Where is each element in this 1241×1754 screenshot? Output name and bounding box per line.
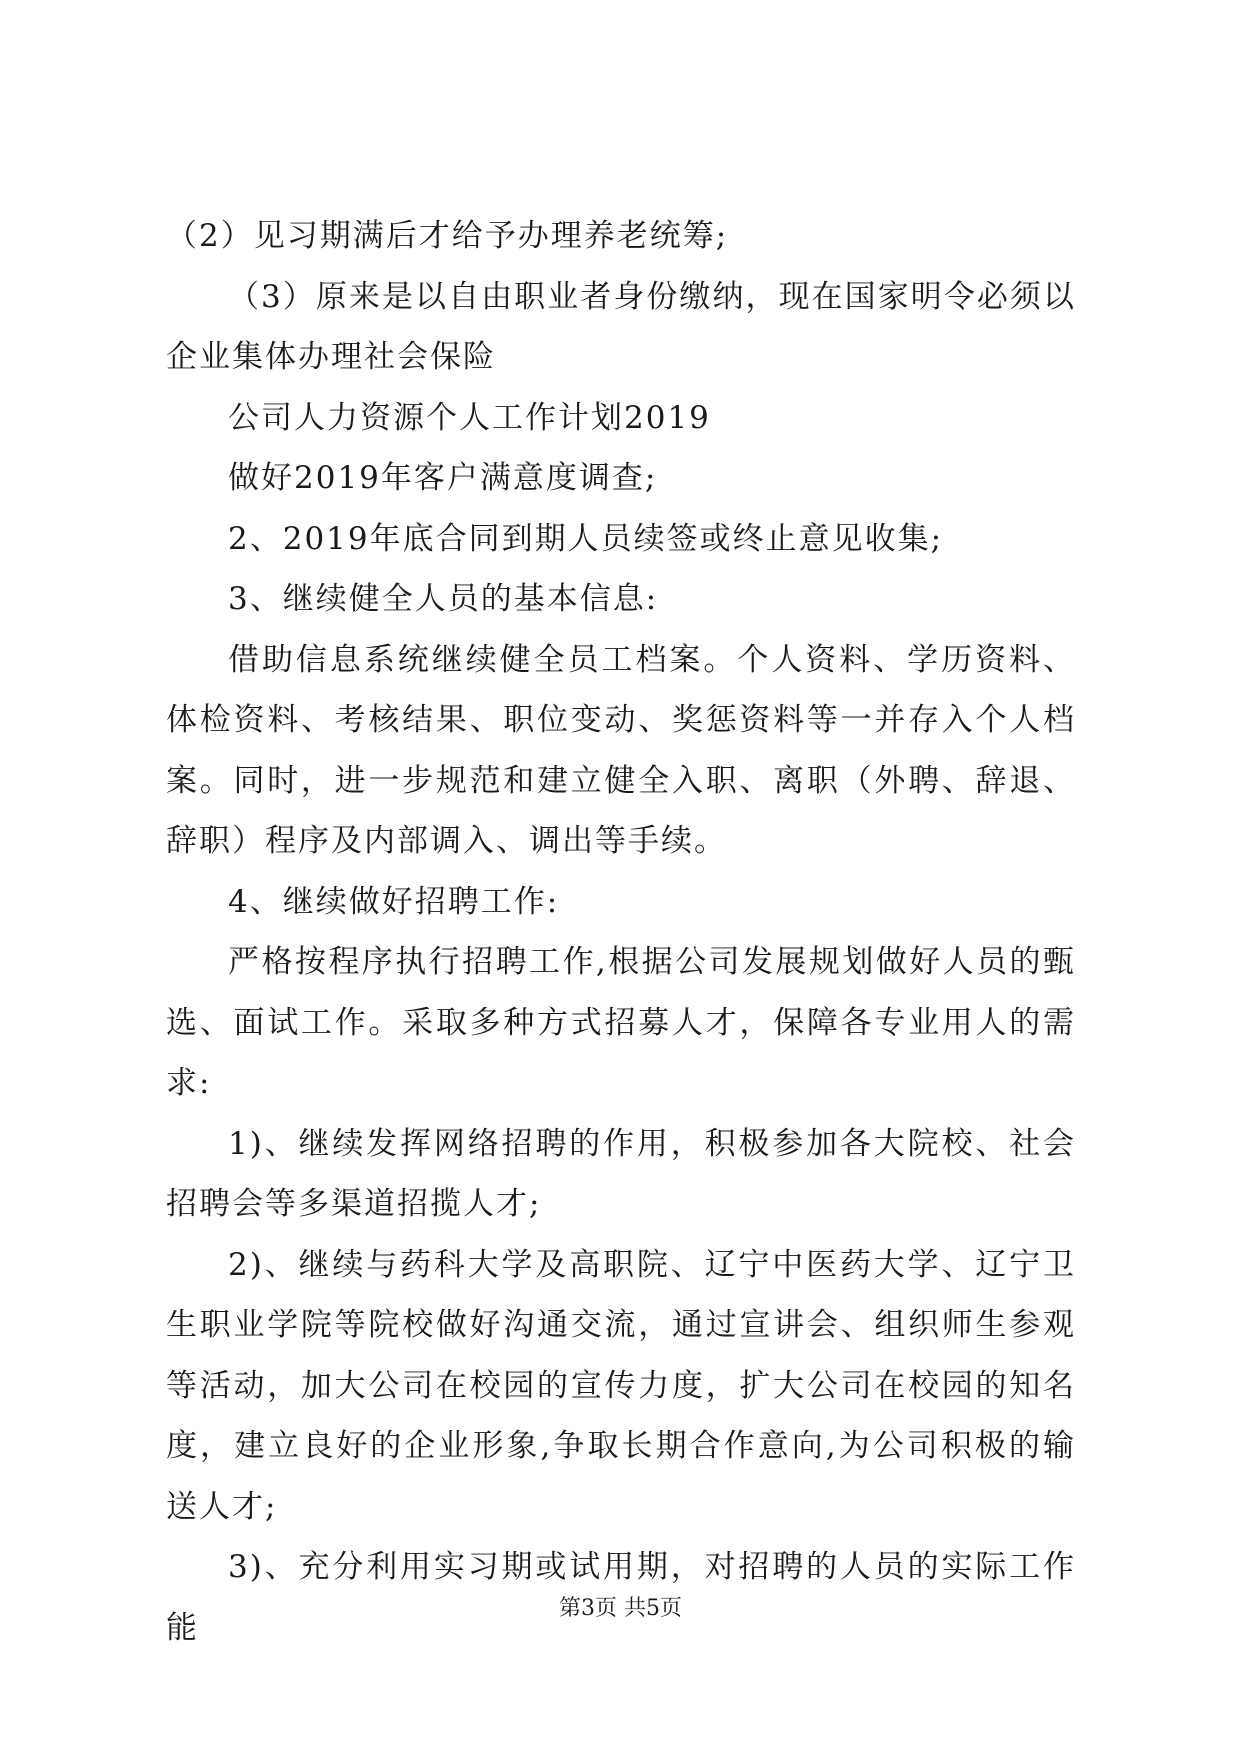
paragraph-8: 4、继续做好招聘工作: <box>228 883 560 920</box>
document-body <box>166 206 1076 1658</box>
paragraph-11: 2)、继续与药科大学及高职院、辽宁中医药大学、辽宁卫生职业学院等院校做好沟通交流，通过宣讲会、组织师生参观等活动，加大公司在校园的宣传力度，扩大公司在校园的知名度，建立良好的企业形象,争取长期合作意向,为公司积极的输送人才; <box>166 1246 1076 1525</box>
paragraph-1: （2）见习期满后才给予办理养老统筹; <box>166 218 729 254</box>
paragraph-10: 1)、继续发挥网络招聘的作用，积极参加各大院校、社会招聘会等多渠道招揽人才; <box>166 1125 1076 1222</box>
paragraph-9: 严格按程序执行招聘工作,根据公司发展规划做好人员的甄选、面试工作。采取多种方式招募人才，保障各专业用人的需求: <box>166 944 1076 1101</box>
paragraph-2: （3）原来是以自由职业者身份缴纳，现在国家明令必须以企业集体办理社会保险 <box>166 278 1076 375</box>
paragraph-3: 公司人力资源个人工作计划2019 <box>228 399 711 436</box>
paragraph-12: 3)、充分利用实习期或试用期，对招聘的人员的实际工作能 <box>166 1549 1076 1646</box>
paragraph-6: 3、继续健全人员的基本信息: <box>228 581 659 617</box>
paragraph-5: 2、2019年底合同到期人员续签或终止意见收集; <box>228 520 944 557</box>
paragraph-7: 借助信息系统继续健全员工档案。个人资料、学历资料、体检资料、考核结果、职位变动、奖惩资料等一并存入个人档案。同时，进一步规范和建立健全入职、离职（外聘、辞退、辞职）程序及内部调入、调出等手续。 <box>166 641 1076 859</box>
paragraph-4: 做好2019年客户满意度调查; <box>228 460 658 496</box>
page-number-footer: 第3页 共5页 <box>559 1596 682 1621</box>
